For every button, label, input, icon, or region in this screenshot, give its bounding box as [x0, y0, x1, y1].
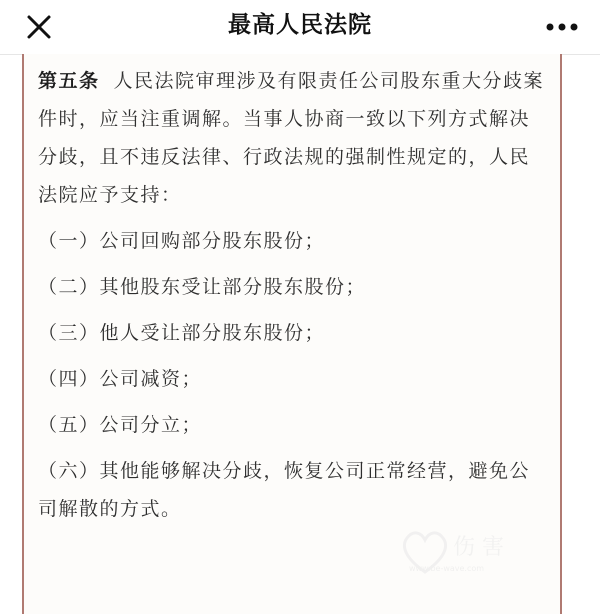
- article-intro-paragraph: [38, 62, 548, 214]
- page-title: 最高人民法院: [228, 12, 372, 38]
- article-list-item: （五）公司分立；: [38, 414, 203, 436]
- article-list-item: （二）其他股东受让部分股东股份；: [38, 276, 367, 298]
- article-list-item: （一）公司回购部分股东股份；: [38, 230, 326, 252]
- article-body: [24, 54, 560, 528]
- article-heading: 第五条: [38, 70, 100, 92]
- article-list-item: （六）其他能够解决分歧，恢复公司正常经营，避免公司解散的方式。: [38, 460, 531, 520]
- watermark-url: www.be-wave.com: [409, 564, 485, 573]
- article-card: [22, 54, 562, 614]
- watermark-text: 伤 害: [453, 535, 504, 560]
- top-navigation-bar: [0, 0, 600, 55]
- article-list-item: （三）他人受让部分股东股份；: [38, 322, 326, 344]
- more-options-icon[interactable]: [542, 12, 582, 42]
- article-intro-text: 人民法院审理涉及有限责任公司股东重大分歧案件时，应当注重调解。当事人协商一致以下列方式解决分歧，且不违反法律、行政法规的强制性规定的，人民法院应予支持：: [38, 70, 545, 206]
- article-list-item: （四）公司减资；: [38, 368, 203, 390]
- close-icon[interactable]: [22, 10, 56, 44]
